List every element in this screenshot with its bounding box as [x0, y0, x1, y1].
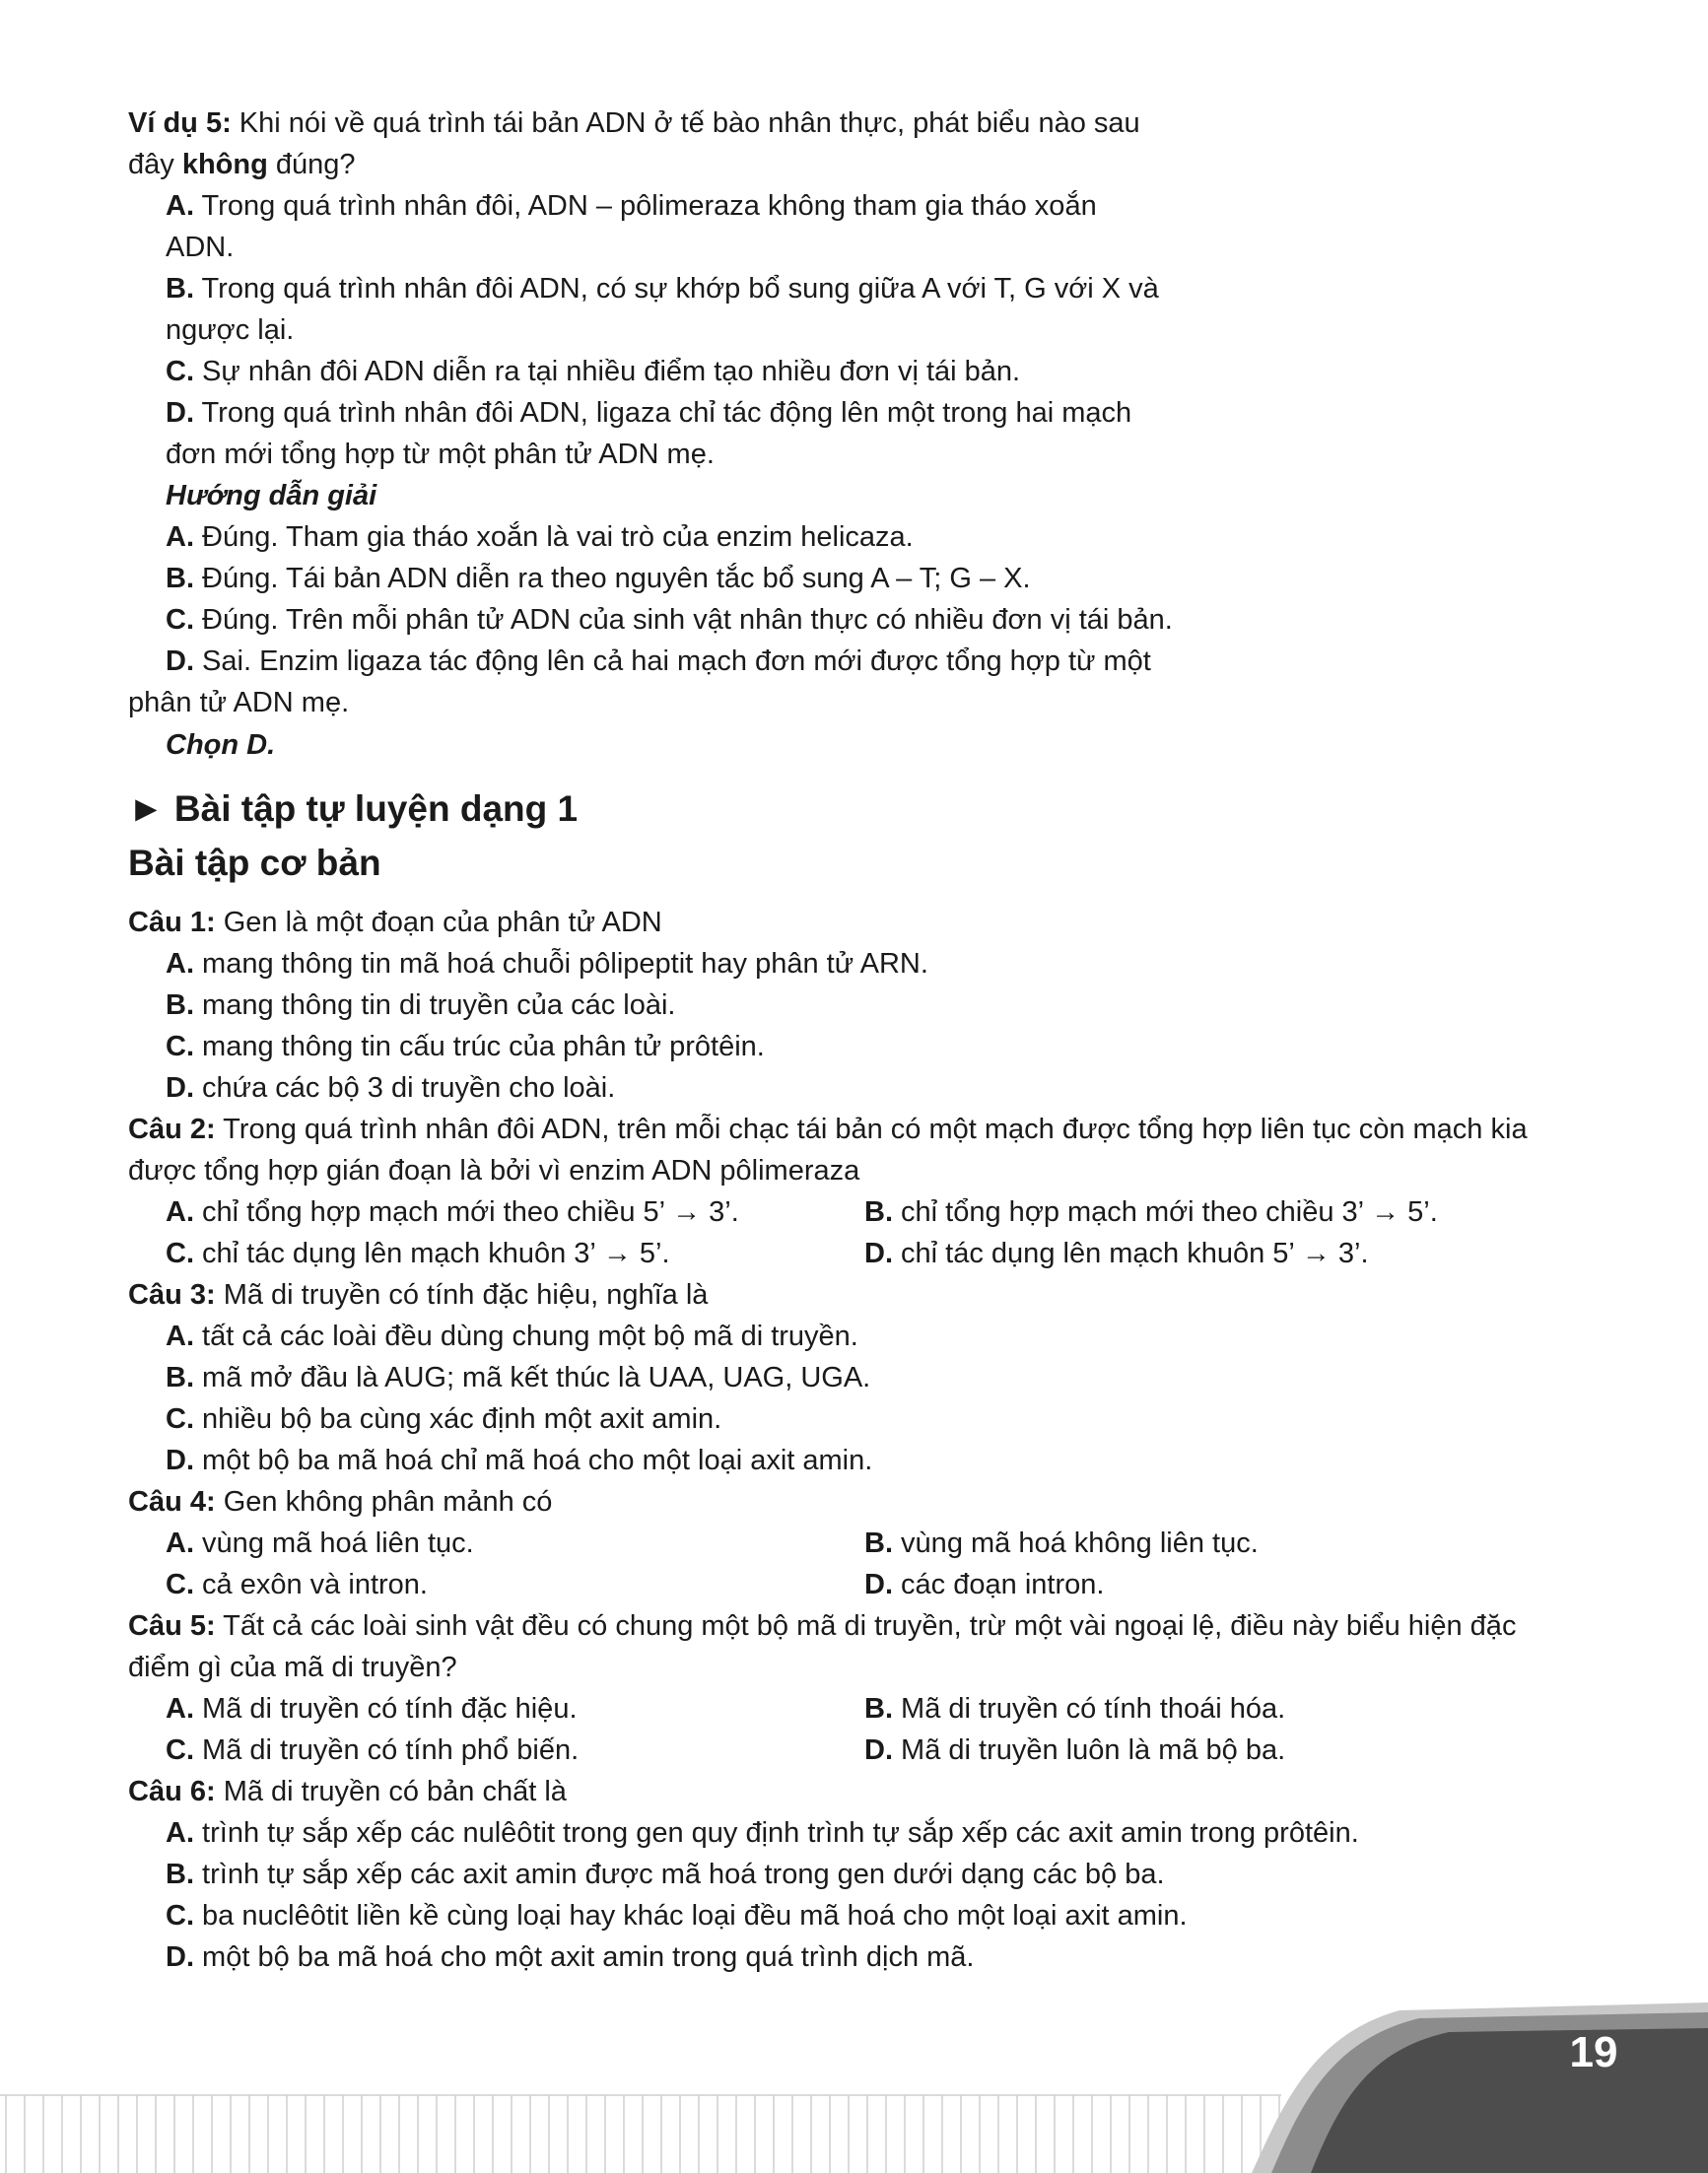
q3-option-c: C. nhiều bộ ba cùng xác định một axit amin. — [166, 1403, 722, 1435]
q4-option-b: B. vùng mã hoá không liên tục. — [864, 1528, 1259, 1559]
example-option-a: A. Trong quá trình nhân đôi, ADN – pôlimeraza không tham gia tháo xoắn — [166, 190, 1097, 222]
section-title: ► Bài tập tự luyện dạng 1 — [128, 788, 579, 829]
example-option-d-cont: đơn mới tổng hợp từ một phân tử ADN mẹ. — [166, 439, 715, 470]
q1-option-a: A. mang thông tin mã hoá chuỗi pôlipeptit hay phân tử ARN. — [166, 948, 928, 980]
q6-option-d: D. một bộ ba mã hoá cho một axit amin trong quá trình dịch mã. — [166, 1941, 975, 1973]
question-5-cont: điểm gì của mã di truyền? — [128, 1652, 457, 1683]
q5-option-c: C. Mã di truyền có tính phổ biến. — [166, 1734, 580, 1766]
q3-option-a: A. tất cả các loài đều dùng chung một bộ mã di truyền. — [166, 1321, 858, 1352]
guide-d-cont: phân tử ADN mẹ. — [128, 687, 350, 718]
example-option-d: D. Trong quá trình nhân đôi ADN, ligaza chỉ tác động lên một trong hai mạch — [166, 397, 1132, 429]
q2-option-c: C. chỉ tác dụng lên mạch khuôn 3’ → 5’. — [166, 1238, 670, 1269]
q2-option-b: B. chỉ tổng hợp mạch mới theo chiều 3’ → 5’. — [864, 1196, 1438, 1228]
question-1: Câu 1: Gen là một đoạn của phân tử ADN — [128, 907, 662, 938]
footer-decoration — [0, 1991, 1708, 2173]
example-option-b-cont: ngược lại. — [166, 314, 295, 346]
q3-option-d: D. một bộ ba mã hoá chỉ mã hoá cho một loại axit amin. — [166, 1445, 873, 1476]
question-5: Câu 5: Tất cả các loài sinh vật đều có chung một bộ mã di truyền, trừ một vài ngoại lệ, điều này biểu hiện đặc — [128, 1610, 1517, 1642]
subsection-title: Bài tập cơ bản — [128, 843, 381, 883]
q2-option-a: A. chỉ tổng hợp mạch mới theo chiều 5’ → 3’. — [166, 1196, 739, 1228]
answer: Chọn D. — [166, 729, 276, 761]
q5-option-d: D. Mã di truyền luôn là mã bộ ba. — [864, 1734, 1286, 1766]
question-3: Câu 3: Mã di truyền có tính đặc hiệu, nghĩa là — [128, 1279, 709, 1311]
example-option-b: B. Trong quá trình nhân đôi ADN, có sự khớp bổ sung giữa A với T, G với X và — [166, 273, 1159, 305]
guide-a: A. Đúng. Tham gia tháo xoắn là vai trò của enzim helicaza. — [166, 521, 914, 553]
example-question-line-2: đây không đúng? — [128, 149, 356, 180]
q6-option-a: A. trình tự sắp xếp các nulêôtit trong gen quy định trình tự sắp xếp các axit amin trong prôtêin. — [166, 1817, 1359, 1849]
q1-option-d: D. chứa các bộ 3 di truyền cho loài. — [166, 1072, 616, 1104]
q4-option-d: D. các đoạn intron. — [864, 1569, 1105, 1600]
guide-b: B. Đúng. Tái bản ADN diễn ra theo nguyên tắc bổ sung A – T; G – X. — [166, 563, 1031, 594]
q2-option-d: D. chỉ tác dụng lên mạch khuôn 5’ → 3’. — [864, 1238, 1369, 1269]
question-4: Câu 4: Gen không phân mảnh có — [128, 1486, 553, 1518]
guide-c: C. Đúng. Trên mỗi phân tử ADN của sinh vật nhân thực có nhiều đơn vị tái bản. — [166, 604, 1173, 636]
example-option-c: C. Sự nhân đôi ADN diễn ra tại nhiều điểm tạo nhiều đơn vị tái bản. — [166, 356, 1021, 387]
guide-d: D. Sai. Enzim ligaza tác động lên cả hai mạch đơn mới được tổng hợp từ một — [166, 645, 1151, 677]
q1-option-b: B. mang thông tin di truyền của các loài. — [166, 989, 676, 1021]
question-6: Câu 6: Mã di truyền có bản chất là — [128, 1776, 567, 1807]
q5-option-b: B. Mã di truyền có tính thoái hóa. — [864, 1693, 1286, 1725]
page-number: 19 — [1569, 2028, 1618, 2076]
q6-option-b: B. trình tự sắp xếp các axit amin được mã hoá trong gen dưới dạng các bộ ba. — [166, 1859, 1165, 1890]
question-2-cont: được tổng hợp gián đoạn là bởi vì enzim ADN pôlimeraza — [128, 1155, 860, 1187]
q4-option-c: C. cả exôn và intron. — [166, 1569, 428, 1600]
example-label: Ví dụ 5: — [128, 107, 232, 139]
q6-option-c: C. ba nuclêôtit liền kề cùng loại hay khác loại đều mã hoá cho một loại axit amin. — [166, 1900, 1188, 1932]
q3-option-b: B. mã mở đầu là AUG; mã kết thúc là UAA, UAG, UGA. — [166, 1362, 871, 1393]
q5-option-a: A. Mã di truyền có tính đặc hiệu. — [166, 1693, 578, 1725]
example-option-a-cont: ADN. — [166, 232, 235, 263]
question-2: Câu 2: Trong quá trình nhân đôi ADN, trên mỗi chạc tái bản có một mạch được tổng hợp liên tục còn mạch kia — [128, 1114, 1528, 1145]
q1-option-c: C. mang thông tin cấu trúc của phân tử prôtêin. — [166, 1031, 765, 1062]
example-question-line-1: Ví dụ 5: Khi nói về quá trình tái bản ADN ở tế bào nhân thực, phát biểu nào sau — [128, 107, 1140, 139]
guide-title: Hướng dẫn giải — [166, 480, 377, 511]
q4-option-a: A. vùng mã hoá liên tục. — [166, 1528, 474, 1559]
